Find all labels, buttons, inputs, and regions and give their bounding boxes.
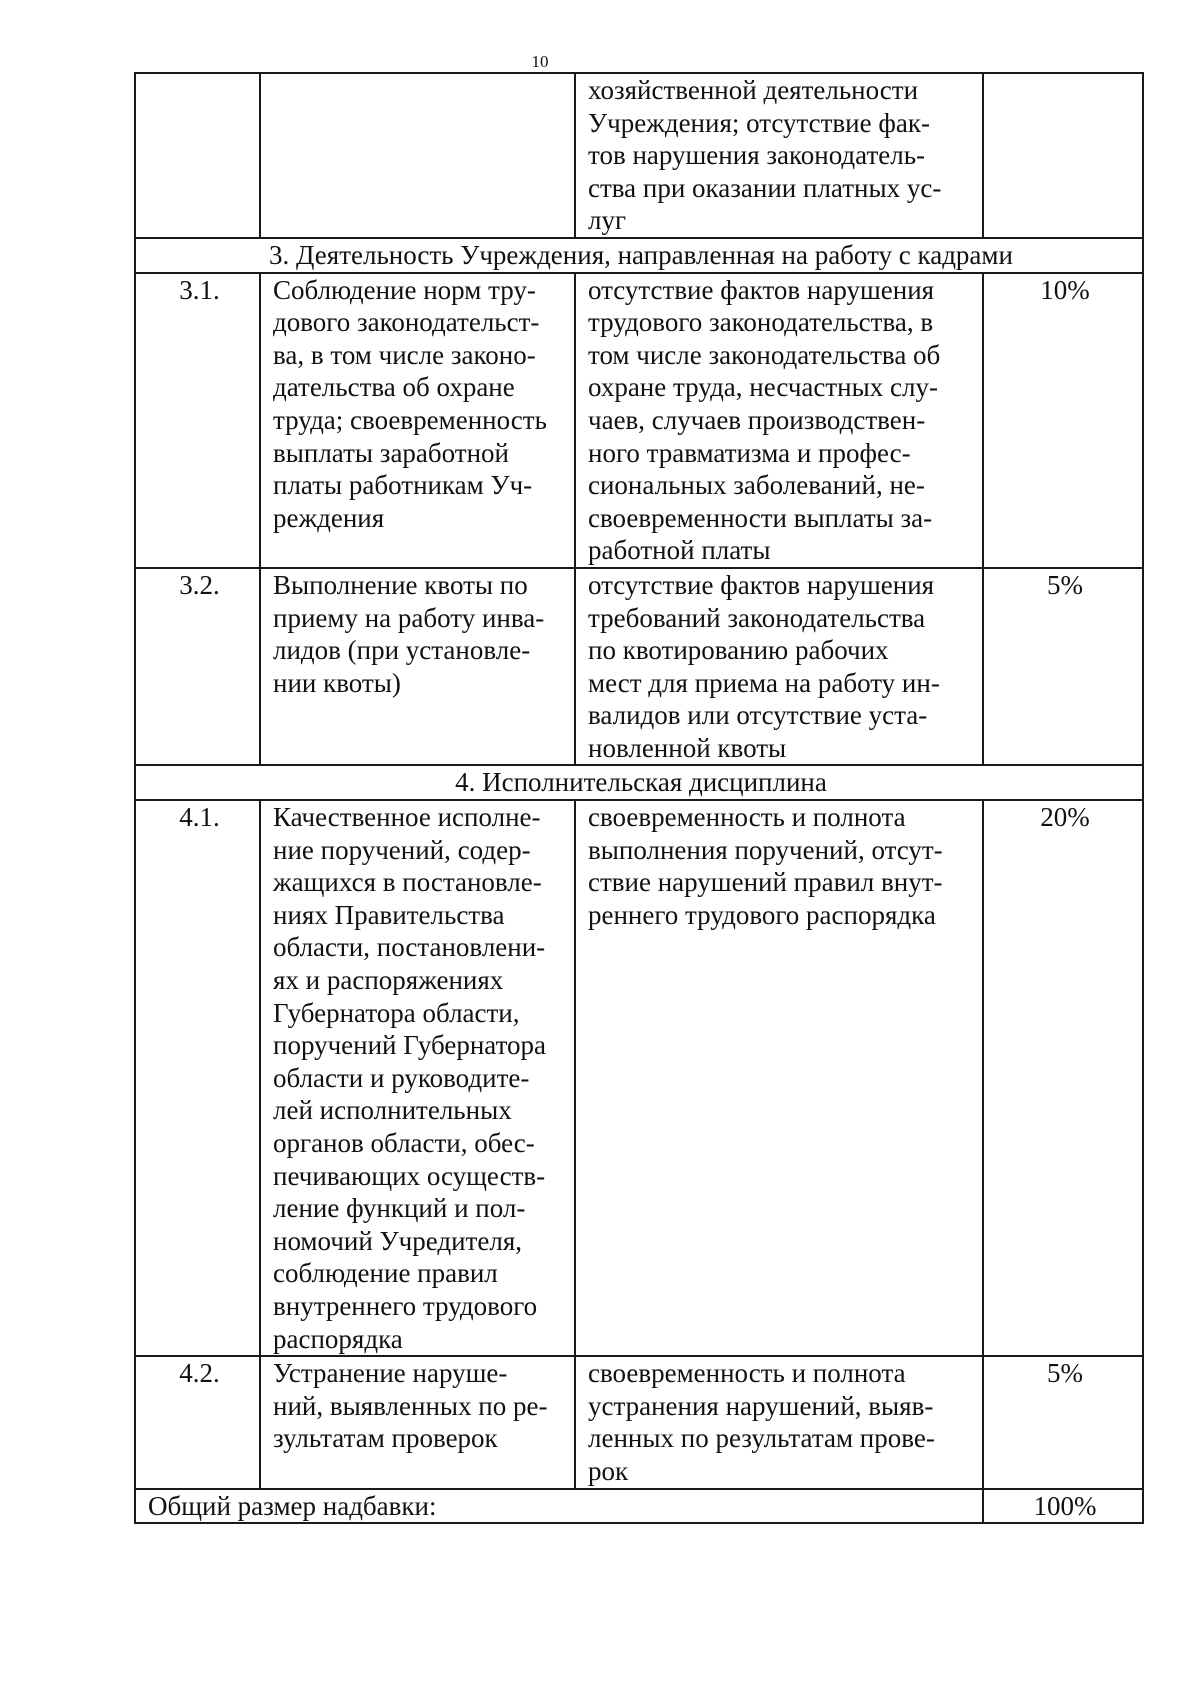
cell-number: 3.1. (135, 273, 260, 568)
cell-percent: 5% (983, 1356, 1143, 1488)
text-line: зультатам проверок (273, 1423, 498, 1454)
section-title: 4. Исполнительская дисциплина (135, 765, 1143, 800)
cell-indicator (260, 1356, 575, 1488)
table-row (135, 273, 1143, 568)
text-line: ление функций и пол- (273, 1193, 526, 1224)
text-line: охране труда, несчастных слу- (588, 372, 938, 403)
cell-criteria (575, 73, 983, 238)
text-line: лидов (при установле- (273, 635, 531, 666)
text-line: Учреждения; отсутствие фак- (588, 107, 930, 138)
section-header-row (135, 765, 1143, 800)
text-line: труда; своевременность (273, 404, 547, 435)
text-line: реннего трудового распорядка (588, 899, 936, 930)
text-line: ленных по результатам прове- (588, 1423, 935, 1454)
cell-percent (983, 73, 1143, 238)
cell-indicator (260, 73, 575, 238)
text-line: Выполнение квоты по (273, 569, 528, 600)
text-line: чаев, случаев производствен- (588, 404, 926, 435)
text-line: поручений Губернатора (273, 1030, 547, 1061)
text-line: номочий Учредителя, (273, 1225, 522, 1256)
text-line: новленной квоты (588, 732, 787, 763)
text-line: нии квоты) (273, 667, 401, 698)
cell-percent: 5% (983, 568, 1143, 766)
text-line: Устранение наруше- (273, 1358, 508, 1389)
text-line: Губернатора области, (273, 997, 520, 1028)
text-line: по квотированию рабочих (588, 635, 889, 666)
total-percent: 100% (983, 1489, 1143, 1524)
cell-indicator (260, 568, 575, 766)
text-line: ний, выявленных по ре- (273, 1390, 548, 1421)
text-line: своевременность и полнота (588, 802, 906, 833)
section-title: 3. Деятельность Учреждения, направленная на работу с кадрами (135, 238, 1143, 273)
cell-criteria (575, 1356, 983, 1488)
text-line: отсутствие фактов нарушения (588, 274, 935, 305)
text-line: выплаты заработной (273, 437, 509, 468)
text-line: выполнения поручений, отсут- (588, 834, 943, 865)
text-line: ства при оказании платных ус- (588, 172, 942, 203)
text-line: тов нарушения законодатель- (588, 140, 926, 171)
text-line: работной платы (588, 535, 771, 566)
text-line: ниях Правительства (273, 899, 505, 930)
text-line: распорядка (273, 1323, 403, 1354)
cell-number (135, 73, 260, 238)
text-line: том числе законодательства об (588, 339, 941, 370)
text-line: печивающих осуществ- (273, 1160, 546, 1191)
cell-criteria (575, 273, 983, 568)
text-line: лей исполнительных (273, 1095, 512, 1126)
total-row (135, 1489, 1143, 1524)
text-line: ного травматизма и профес- (588, 437, 911, 468)
text-line: реждения (273, 502, 385, 533)
text-line: сиональных заболеваний, не- (588, 470, 925, 501)
text-line: внутреннего трудового (273, 1290, 538, 1321)
page-number: 10 (531, 52, 549, 71)
text-line: дового законодательст- (273, 307, 540, 338)
text-line: ствие нарушений правил внут- (588, 867, 943, 898)
text-line: соблюдение правил (273, 1258, 498, 1289)
text-line: отсутствие фактов нарушения (588, 569, 935, 600)
text-line: области, постановлени- (273, 932, 546, 963)
text-line: устранения нарушений, выяв- (588, 1390, 934, 1421)
text-line: луг (588, 205, 627, 236)
text-line: валидов или отсутствие уста- (588, 700, 928, 731)
text-line: ние поручений, содер- (273, 834, 531, 865)
cell-number: 4.2. (135, 1356, 260, 1488)
text-line: трудового законодательства, в (588, 307, 934, 338)
cell-indicator (260, 800, 575, 1356)
cell-percent: 10% (983, 273, 1143, 568)
text-line: Качественное исполне- (273, 802, 541, 833)
text-line: ях и распоряжениях (273, 965, 504, 996)
text-line: рок (588, 1455, 629, 1486)
cell-percent: 20% (983, 800, 1143, 1356)
table-row (135, 800, 1143, 1356)
text-line: области и руководите- (273, 1062, 530, 1093)
text-line: органов области, обес- (273, 1128, 535, 1158)
cell-criteria (575, 800, 983, 1356)
text-line: хозяйственной деятельности (588, 75, 919, 105)
table-row (135, 568, 1143, 766)
text-line: платы работникам Уч- (273, 470, 533, 501)
cell-indicator (260, 273, 575, 568)
cell-criteria (575, 568, 983, 766)
table-row (135, 1356, 1143, 1488)
text-line: Соблюдение норм тру- (273, 274, 536, 305)
bonus-criteria-table (134, 72, 1144, 1524)
total-label: Общий размер надбавки: (135, 1489, 983, 1524)
table-row-continuation (135, 73, 1143, 238)
text-line: дательства об охране (273, 372, 515, 403)
cell-number: 3.2. (135, 568, 260, 766)
text-line: своевременности выплаты за- (588, 502, 933, 533)
text-line: жащихся в постановле- (273, 867, 542, 898)
text-line: мест для приема на работу ин- (588, 667, 940, 698)
cell-number: 4.1. (135, 800, 260, 1356)
text-line: требований законодательства (588, 602, 926, 633)
text-line: своевременность и полнота (588, 1358, 906, 1389)
section-header-row (135, 238, 1143, 273)
text-line: приему на работу инва- (273, 602, 545, 633)
text-line: ва, в том числе законо- (273, 339, 536, 370)
